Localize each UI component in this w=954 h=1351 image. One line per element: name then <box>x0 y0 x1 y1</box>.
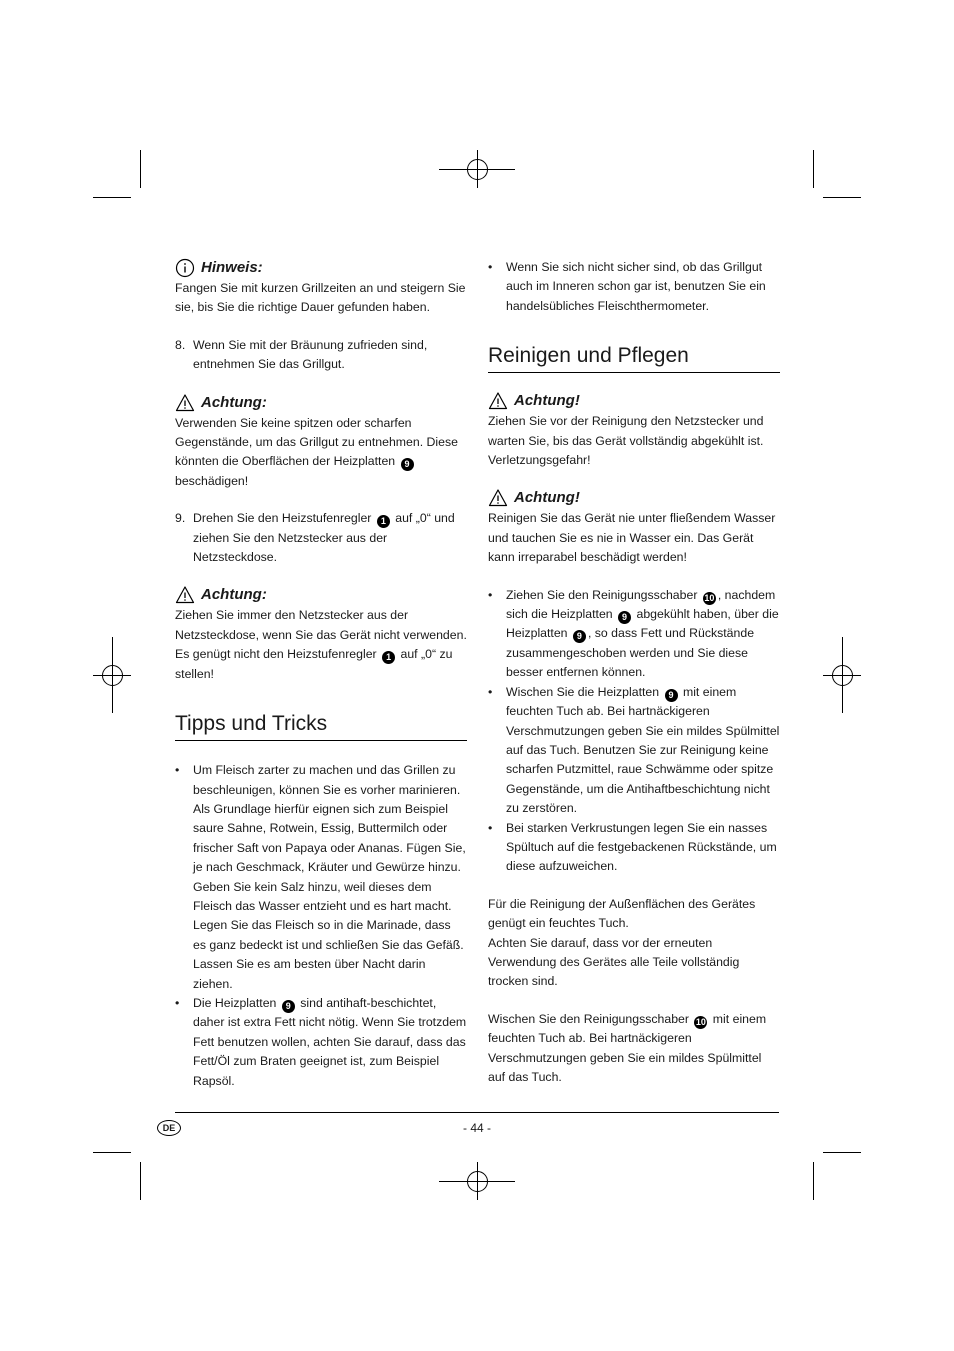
step-9 <box>175 509 467 567</box>
warning-icon <box>488 391 508 411</box>
tips-list-continued <box>488 258 780 316</box>
step-text: Drehen Sie den Heizstufenregler 1 auf „0“ und ziehen Sie den Netzstecker aus der Netzsteckdose. <box>193 511 455 565</box>
heat-regulator-badge: 1 <box>382 651 395 664</box>
warning-icon <box>488 488 508 508</box>
heating-plate-badge: 9 <box>282 1000 295 1013</box>
section-title-tipps: Tipps und Tricks <box>175 710 467 741</box>
heating-plate-badge: 9 <box>618 611 631 624</box>
achtung-title: Achtung: <box>201 586 267 604</box>
list-item: • Die Heizplatten 9 sind antihaft-beschichtet, daher ist extra Fett nicht nötig. Wenn Sie trotzdem Fett benutzen wollen, achten Sie darauf, dass das Fett/Öl zum Braten geeignet ist, zum Beispiel Rapsöl. <box>175 995 467 1088</box>
heating-plate-badge: 9 <box>401 458 414 471</box>
info-icon <box>175 258 195 278</box>
achtung-text: Reinigen Sie das Gerät nie unter fließendem Wasser und tauchen Sie es nie in Wasser ein. Das Gerät kann irreparabel beschädigt werden! <box>488 511 776 565</box>
list-item: • Bei starken Verkrustungen legen Sie ein nasses Spültuch auf die festgebackenen Rückstände, um diese aufzuweichen. <box>488 820 777 874</box>
page-number: - 44 - <box>462 1121 491 1135</box>
language-badge: DE <box>157 1120 181 1136</box>
step-number: 9. <box>175 511 186 526</box>
scraper-badge: 10 <box>695 1016 706 1027</box>
warning-icon <box>175 585 195 605</box>
step-number: 8. <box>175 337 186 352</box>
achtung-heading <box>175 393 467 413</box>
heating-plate-badge: 9 <box>665 689 678 702</box>
right-column <box>488 258 780 1087</box>
tips-list <box>175 761 467 1091</box>
scraper-badge: 10 <box>704 592 715 603</box>
hinweis-heading <box>175 258 467 278</box>
paragraph-exterior: Für die Reinigung der Außenflächen des Gerätes genügt ein feuchtes Tuch. <box>488 896 756 931</box>
achtung-heading <box>488 488 780 508</box>
paragraph-scraper: Wischen Sie den Reinigungsschaber 10 mit einem feuchten Tuch ab. Bei hartnäckigeren Verschmutzungen geben Sie ein mildes Spülmittel auf das Tuch. <box>488 1011 767 1084</box>
warning-icon <box>175 393 195 413</box>
achtung-text: Verwenden Sie keine spitzen oder scharfen Gegenstände, um das Grillgut zu entnehmen. Diese könnten die Oberflächen der Heizplatten 9 beschädigen! <box>175 415 458 488</box>
section-title-reinigen: Reinigen und Pflegen <box>488 342 780 373</box>
paragraph-dry: Achten Sie darauf, dass vor der erneuten Verwendung des Gerätes alle Teile vollständig trocken sind. <box>488 935 740 989</box>
achtung-text: Ziehen Sie vor der Reinigung den Netzstecker und warten Sie, bis das Gerät vollständig abgekühlt ist. Verletzungsgefahr! <box>488 414 764 468</box>
achtung-title: Achtung! <box>514 489 580 507</box>
heat-regulator-badge: 1 <box>377 515 390 528</box>
step-8 <box>175 336 467 375</box>
cleaning-list <box>488 586 780 877</box>
heating-plate-badge: 9 <box>573 630 586 643</box>
achtung-heading <box>488 391 780 411</box>
achtung-title: Achtung! <box>514 392 580 410</box>
list-item: • Wenn Sie sich nicht sicher sind, ob das Grillgut auch im Inneren schon gar ist, benutzen Sie ein handelsübliches Fleischthermometer. <box>488 260 766 313</box>
left-column <box>175 258 467 1091</box>
step-text: Wenn Sie mit der Bräunung zufrieden sind, entnehmen Sie das Grillgut. <box>193 337 428 372</box>
hinweis-title: Hinweis: <box>201 259 263 276</box>
list-item: • Um Fleisch zarter zu machen und das Grillen zu beschleunigen, können Sie es vorher marinieren. Als Grundlage hierfür eignen sich zum Beispiel saure Sahne, Rotwein, Essig, Buttermilch oder frischer Saft von Papaya oder Ananas. Fügen Sie, je nach Geschmack, Kräuter und Gewürze hinzu. Geben Sie kein Salz hinzu, weil dieses dem Fleisch das Wasser entzieht und es hart macht. Legen Sie das Fleisch so in die Marinade, dass es ganz bedeckt ist und schließen Sie das Gefäß. Lassen Sie es am besten über Nacht darin ziehen. <box>175 763 466 991</box>
achtung-text: Ziehen Sie immer den Netzstecker aus der Netzsteckdose, wenn Sie das Gerät nicht verwenden. Es genügt nicht den Heizstufenregler 1 auf „0“ zu stellen! <box>175 608 467 681</box>
list-item: • Wischen Sie die Heizplatten 9 mit einem feuchten Tuch ab. Bei hartnäckigeren Verschmutzungen geben Sie ein mildes Spülmittel auf das Tuch. Benutzen Sie zur Reinigung keine scharfen Putzmittel, raue Schwämme oder spitze Gegenstände, um die Antihaftbeschichtung nicht zu zerstören. <box>488 684 780 816</box>
footer-rule <box>175 1112 779 1113</box>
list-item: • Ziehen Sie den Reinigungsschaber 10 , nachdem sich die Heizplatten 9 abgekühlt haben, über die Heizplatten 9 , so dass Fett und Rückstände zusammengeschoben werden und Sie diese besser entfernen können. <box>488 587 779 680</box>
achtung-heading <box>175 585 467 605</box>
achtung-title: Achtung: <box>201 393 267 411</box>
hinweis-text: Fangen Sie mit kurzen Grillzeiten an und steigern Sie sie, bis Sie die richtige Dauer gefunden haben. <box>175 281 466 315</box>
